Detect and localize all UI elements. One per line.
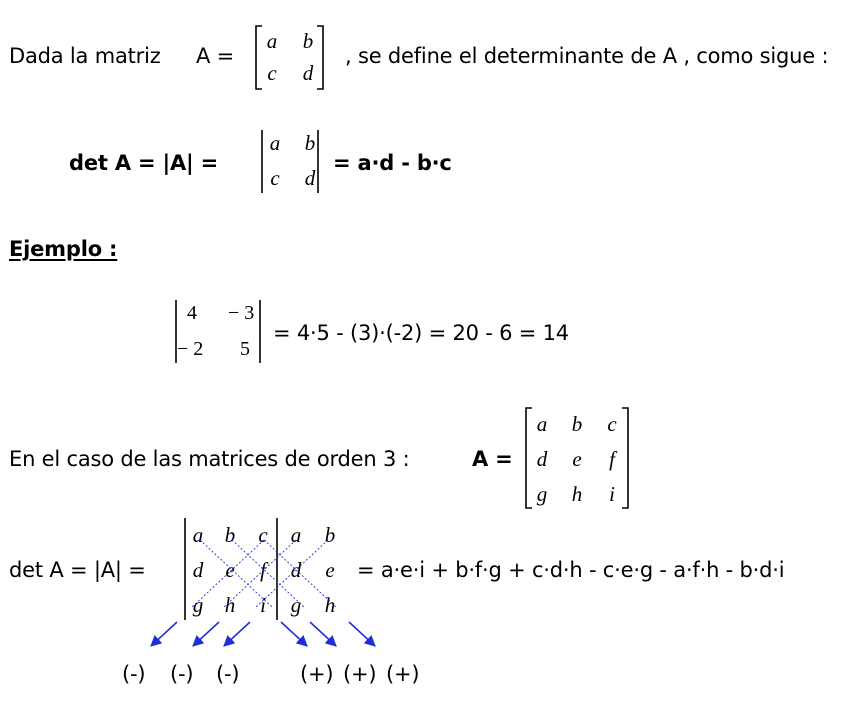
matrix-entry: e (572, 447, 582, 471)
sarrus-entry: g (290, 593, 302, 617)
arrow-down-right-icon (349, 622, 375, 646)
det-entry: a (269, 131, 281, 155)
matrix-entry: d (302, 61, 314, 85)
definition-tail-text: , se define el determinante de A , como sigue : (345, 44, 829, 68)
sign-label-negative: (-) (170, 662, 194, 686)
det-entry: c (270, 166, 280, 190)
left-bracket (526, 408, 532, 508)
matrix-a-label: A = (472, 447, 513, 471)
det-entry: d (304, 166, 316, 190)
right-bracket (622, 408, 628, 508)
matrix-entry: b (302, 29, 314, 53)
matrix-entry: a (536, 412, 548, 436)
example-heading: Ejemplo : (9, 237, 118, 261)
sarrus-label: det A = |A| = (9, 558, 146, 582)
sarrus-entry: i (260, 593, 266, 617)
sarrus-entry: e (225, 558, 235, 582)
arrow-down-right-icon (310, 622, 336, 646)
right-bracket (317, 26, 323, 89)
matrix-a-label: A = (196, 44, 235, 68)
det-entry: 5 (240, 338, 250, 360)
matrix-entry: f (609, 447, 615, 471)
arrow-down-right-icon (281, 622, 307, 646)
matrix-entry: c (607, 412, 617, 436)
arrow-down-left-icon (193, 622, 219, 646)
matrix-entry: b (571, 412, 583, 436)
sarrus-entry: a (290, 523, 302, 547)
order3-text: En el caso de las matrices de orden 3 : (9, 447, 410, 471)
matrix-entry: a (266, 29, 278, 53)
det-definition-label: det A = |A| = (69, 151, 218, 175)
arrow-down-left-icon (224, 622, 250, 646)
sarrus-entry: g (192, 593, 204, 617)
matrix-entry: i (609, 482, 615, 506)
matrix-entry: d (536, 447, 548, 471)
sarrus-entry: e (325, 558, 335, 582)
left-bracket (256, 26, 262, 89)
matrix-entry: h (571, 482, 583, 506)
det-formula: = a·d - b·c (333, 151, 452, 175)
sarrus-entry: h (324, 593, 336, 617)
sign-label-positive: (+) (343, 662, 377, 686)
sign-label-positive: (+) (386, 662, 420, 686)
sarrus-entry: a (192, 523, 204, 547)
det-entry: − 3 (228, 302, 255, 324)
sign-label-negative: (-) (122, 662, 146, 686)
matrix-entry: c (267, 61, 277, 85)
example-result: = 4·5 - (3)·(-2) = 20 - 6 = 14 (273, 321, 569, 345)
det-entry: b (304, 131, 316, 155)
sarrus-entry: c (258, 523, 268, 547)
sarrus-entry: b (324, 523, 336, 547)
diagonal-lines (192, 540, 336, 607)
det-entry: − 2 (177, 338, 204, 360)
sarrus-entry: h (224, 593, 236, 617)
det-entry: 4 (187, 302, 197, 324)
sign-label-negative: (-) (216, 662, 240, 686)
intro-text: Dada la matriz (9, 44, 161, 68)
matrix-entry: g (536, 482, 548, 506)
sarrus-entry: d (290, 558, 302, 582)
sarrus-formula: = a·e·i + b·f·g + c·d·h - c·e·g - a·f·h - b·d·i (357, 558, 785, 582)
sarrus-entry: b (224, 523, 236, 547)
sarrus-entry: f (260, 558, 266, 582)
sarrus-entry: d (192, 558, 204, 582)
arrow-down-left-icon (151, 622, 177, 646)
sign-label-positive: (+) (300, 662, 334, 686)
